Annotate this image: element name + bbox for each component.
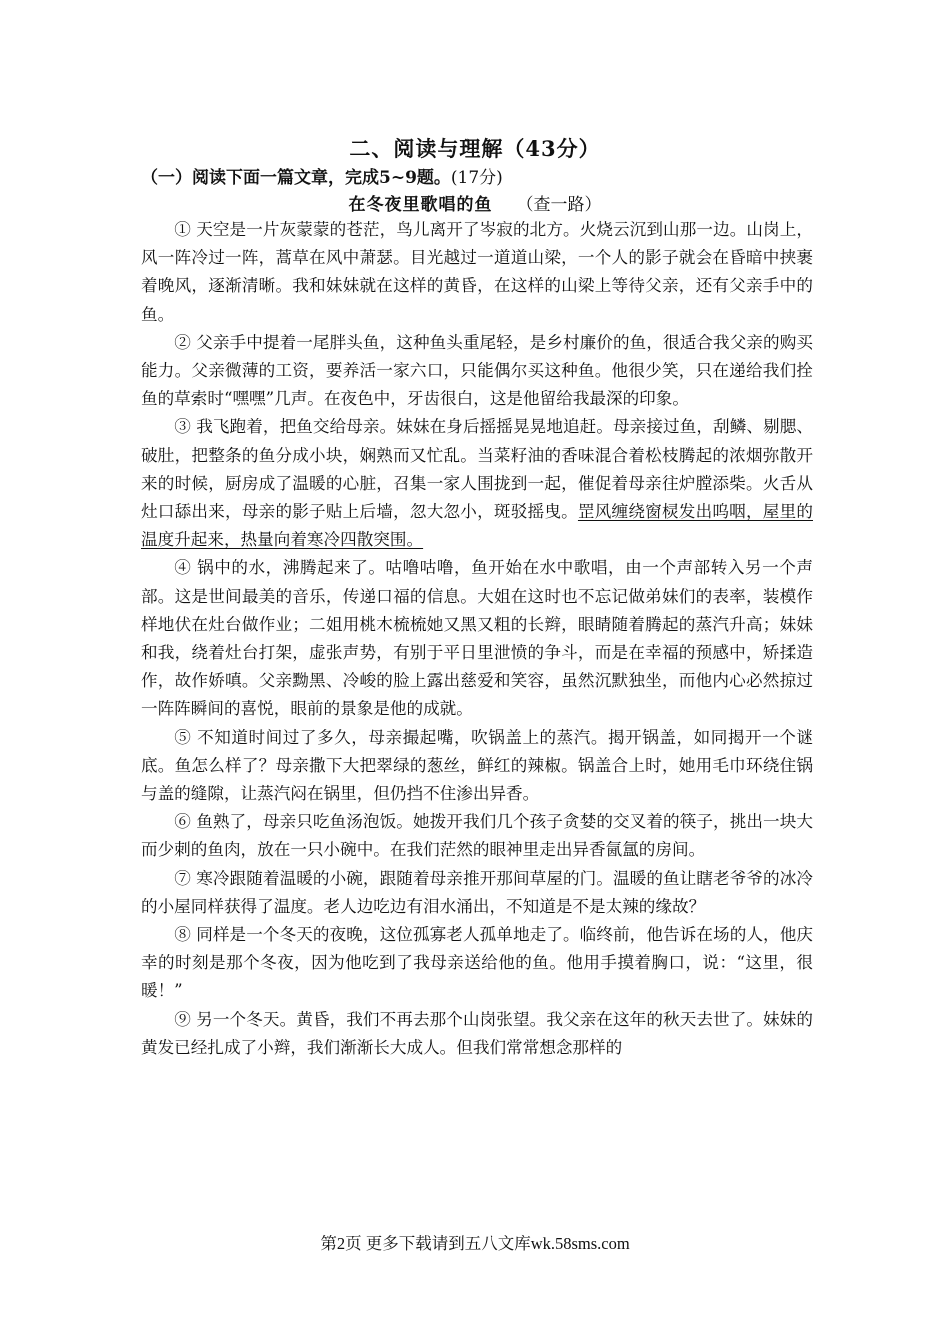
article-author: （查一路） <box>516 195 602 215</box>
paragraph-7: ⑦ 寒冷跟随着温暖的小碗，跟随着母亲推开那间草屋的门。温暖的鱼让瞎老爷爷的冰冷的小屋同样获得了温度。老人边吃边有泪水涌出，不知道是不是太辣的缘故？ <box>141 868 813 916</box>
paragraph-4: ④ 锅中的水，沸腾起来了。咕噜咕噜，鱼开始在水中歌唱，由一个声部转入另一个声部。这是世间最美的音乐，传递口福的信息。大姐在这时也不忘记做弟妹们的表率，装模作样地伏在灶台做作业；二姐用桃木梳梳她又黑又粗的长辫，眼睛随着腾起的蒸汽升高；妹妹和我，绕着灶台打架，虚张声势，有别于平日里泄愤的争斗，而是在幸福的预感中，矫揉造作，故作娇嗔。父亲黝黑、冷峻的脸上露出慈爱和笑容，虽然沉默独坐，而他内心必然掠过一阵阵瞬间的喜悦，眼前的景象是他的成就。 <box>141 558 813 719</box>
paragraph-6: ⑥ 鱼熟了，母亲只吃鱼汤泡饭。她拨开我们几个孩子贪婪的交叉着的筷子，挑出一块大而少刺的鱼肉，放在一只小碗中。在我们茫然的眼神里走出异香氤氲的房间。 <box>141 812 813 860</box>
section-title: 二、阅读与理解（43分） <box>349 136 601 161</box>
paragraph-9: ⑨ 另一个冬天。黄昏，我们不再去那个山岗张望。我父亲在这年的秋天去世了。妹妹的黄发已经扎成了小辫，我们渐渐长大成人。但我们常常想念那样的 <box>141 1009 813 1057</box>
paragraph-1: ① 天空是一片灰蒙蒙的苍茫，鸟儿离开了岑寂的北方。火烧云沉到山那一边。山岗上，风一阵冷过一阵，蒿草在风中萧瑟。目光越过一道道山梁，一个人的影子就会在昏暗中挟裹着晚风，逐渐清晰。我和妹妹就在这样的黄昏，在这样的山梁上等待父亲，还有父亲手中的鱼。 <box>141 220 813 324</box>
paragraph-5: ⑤ 不知道时间过了多久，母亲撮起嘴，吹锅盖上的蒸汽。揭开锅盖，如同揭开一个谜底。鱼怎么样了？母亲撒下大把翠绿的葱丝，鲜红的辣椒。锅盖合上时，她用毛巾环绕住锅与盖的缝隙，让蒸汽闷在锅里，但仍挡不住渗出异香。 <box>141 727 813 804</box>
paragraph-3 <box>141 413 813 554</box>
underlined-sentence: 罡风缠绕窗棂发出呜咽，屋里的温度升起来，热量向着寒冷四散突围。 <box>141 502 813 550</box>
question-instruction <box>141 163 503 188</box>
page-footer: 第2页 更多下载请到五八文库wk.58sms.com <box>320 1234 630 1253</box>
paragraph-8: ⑧ 同样是一个冬天的夜晚，这位孤寡老人孤单地走了。临终前，他告诉在场的人，他庆幸的时刻是那个冬夜，因为他吃到了我母亲送给他的鱼。他用手摸着胸口，说：“这里，很暖！” <box>141 925 813 1001</box>
instruction-text: （一）阅读下面一篇文章，完成5~9题。 <box>141 168 451 188</box>
article-heading <box>0 190 950 215</box>
paragraph-3-text: ③ 我飞跑着，把鱼交给母亲。妹妹在身后摇摇晃晃地追赶。母亲接过鱼，刮鳞、剔腮、破肚，把整条的鱼分成小块，娴熟而又忙乱。当菜籽油的香味混合着松枝腾起的浓烟弥散开来的时候，厨房成了温暖的心脏，召集一家人围拢到一起，催促着母亲往炉膛添柴。火舌从灶口舔出来，母亲的影子贴上后墙，忽大忽小，斑驳摇曳。 <box>141 417 813 522</box>
article-title: 在冬夜里歌唱的鱼 <box>348 195 493 215</box>
points-label: (17分) <box>450 168 503 188</box>
paragraph-2: ② 父亲手中提着一尾胖头鱼，这种鱼头重尾轻，是乡村廉价的鱼，很适合我父亲的购买能力。父亲微薄的工资，要养活一家六口，只能偶尔买这种鱼。他很少笑，只在递给我们拴鱼的草索时“嘿嘿”几声。在夜色中，牙齿很白，这是他留给我最深的印象。 <box>141 332 813 409</box>
article-body <box>141 216 813 1062</box>
